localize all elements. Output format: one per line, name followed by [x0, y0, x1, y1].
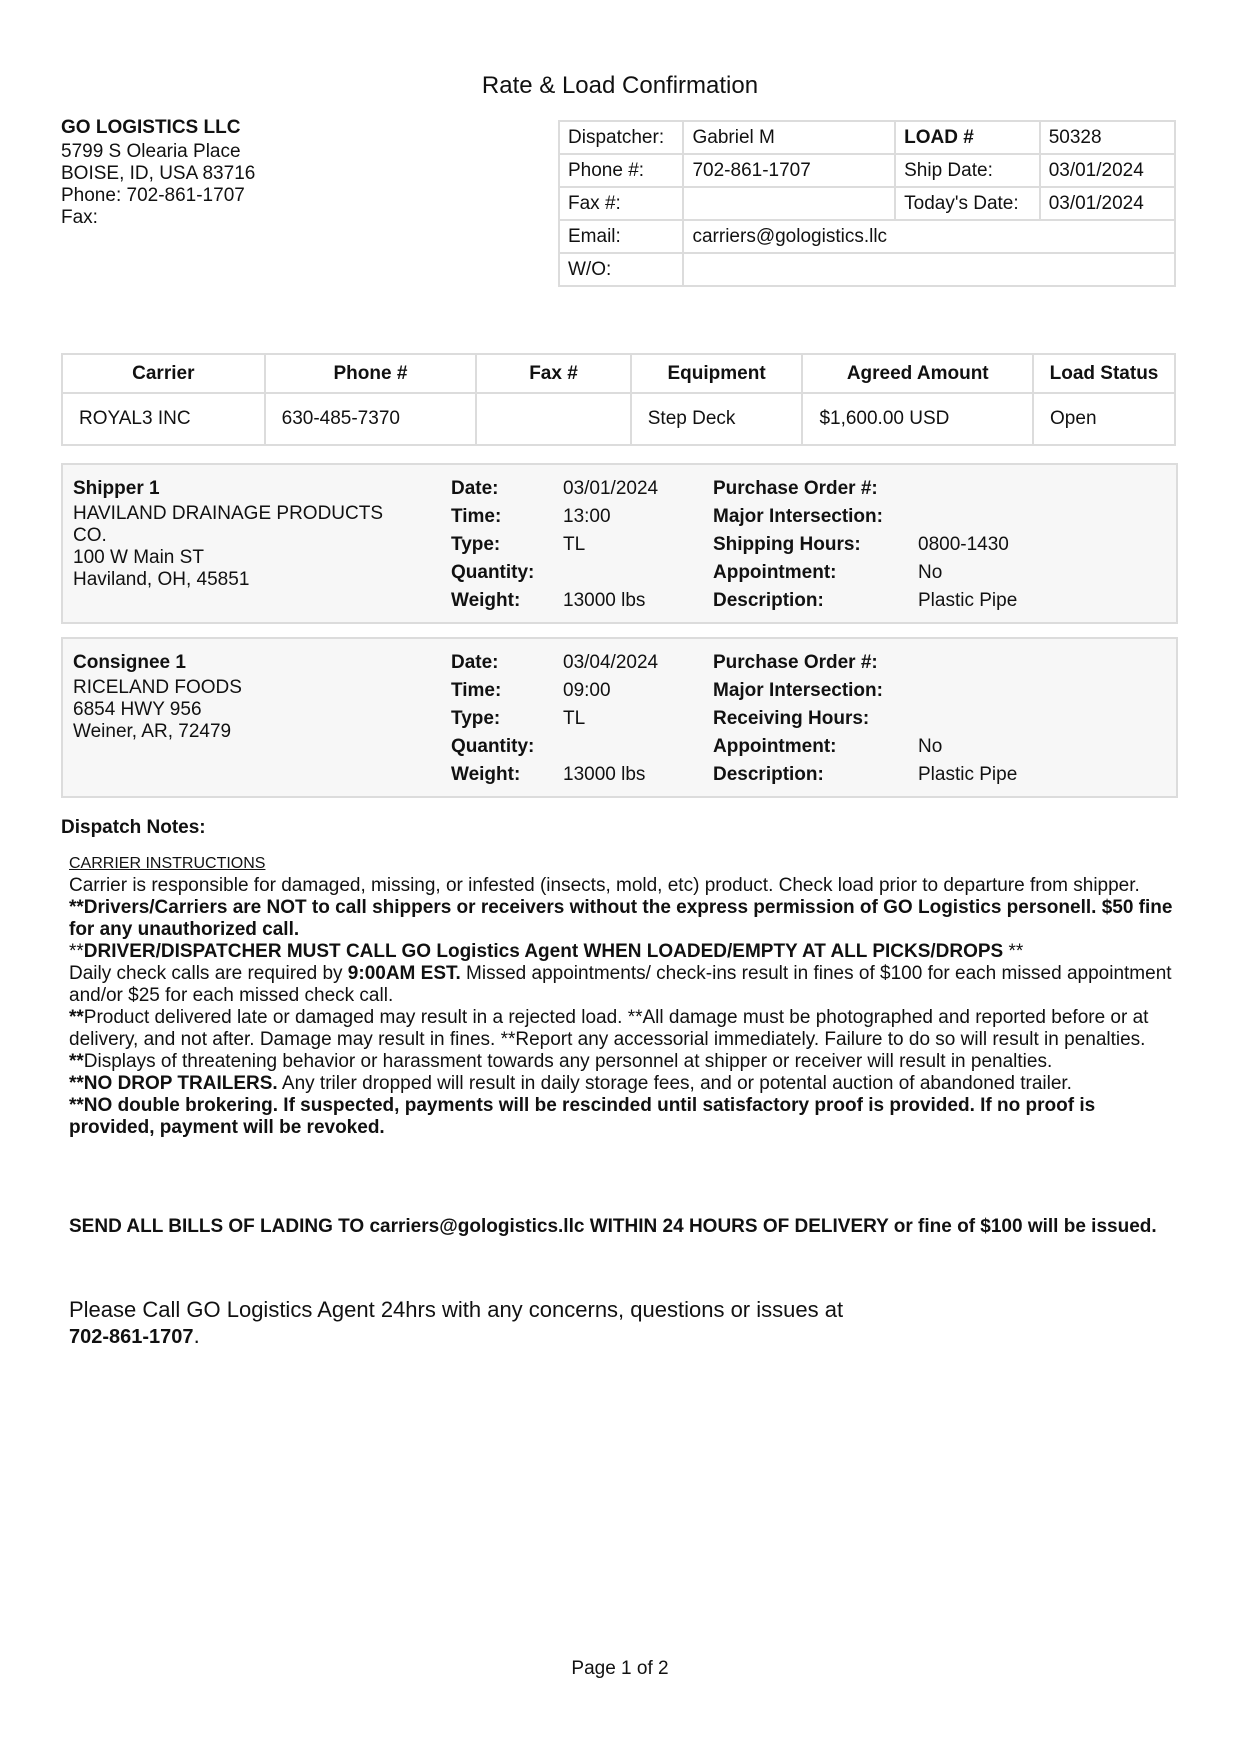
shipper-po — [918, 475, 1017, 503]
consignee-title: Consignee 1 — [73, 652, 186, 673]
note-responsibility: Carrier is responsible for damaged, missing, or infested (insects, mold, etc) product. Check load prior to departure from shipper. — [69, 875, 1140, 896]
carrier-instructions-title: CARRIER INSTRUCTIONS — [69, 855, 266, 872]
shipper-po-label: Purchase Order #: — [713, 478, 878, 499]
company-name: GO LOGISTICS LLC — [61, 117, 241, 138]
shipper-intersection — [918, 503, 1017, 531]
shipper-date: 03/01/2024 — [563, 478, 659, 499]
dispatcher-label: Dispatcher: — [559, 121, 683, 154]
shipper-name-line2: CO. — [73, 525, 107, 546]
note-double-brokering: **NO double brokering. If suspected, payments will be rescinded until satisfactory proof is provided. If no proof is provided, payment will be revoked. — [69, 1095, 1096, 1138]
consignee-type: TL — [563, 708, 586, 729]
note-marker: ** — [69, 941, 84, 962]
consignee-values-2 — [918, 649, 1017, 789]
consignee-weight-label: Weight: — [451, 764, 521, 785]
shipper-appointment-label: Appointment: — [713, 562, 837, 583]
phone-value: 702-861-1707 — [683, 154, 895, 187]
note-marker: ** — [69, 1007, 84, 1028]
consignee-description-label: Description: — [713, 764, 824, 785]
shipper-section — [61, 463, 1178, 624]
shipper-quantity — [563, 559, 658, 587]
shipper-type: TL — [563, 534, 586, 555]
ship-date-value: 03/01/2024 — [1040, 154, 1175, 187]
consignee-city: Weiner, AR, 72479 — [73, 721, 232, 742]
consignee-date-label: Date: — [451, 652, 499, 673]
consignee-hours-label: Receiving Hours: — [713, 708, 870, 729]
shipper-name-line1: HAVILAND DRAINAGE PRODUCTS — [73, 503, 384, 524]
consignee-intersection — [918, 677, 1017, 705]
consignee-street: 6854 HWY 956 — [73, 699, 202, 720]
shipper-city: Haviland, OH, 45851 — [73, 569, 250, 590]
consignee-quantity — [563, 733, 658, 761]
shipper-weight-label: Weight: — [451, 590, 521, 611]
load-status-header: Load Status — [1033, 354, 1175, 393]
phone-label: Phone #: — [559, 154, 683, 187]
note-behavior — [69, 1051, 1174, 1073]
note-check-calls — [69, 963, 1174, 1007]
ship-date-label: Ship Date: — [895, 154, 1040, 187]
note-check-calls-start: Daily check calls are required by — [69, 963, 348, 984]
equipment-value: Step Deck — [631, 393, 803, 445]
load-number-label: LOAD # — [895, 121, 1040, 154]
shipper-hours-label: Shipping Hours: — [713, 534, 861, 555]
dispatch-notes — [69, 853, 1174, 1139]
carrier-table — [61, 353, 1176, 446]
consignee-labels — [451, 649, 534, 789]
email-label: Email: — [559, 220, 683, 253]
note-behavior-text: Displays of threatening behavior or harassment towards any personnel at shipper or receiver will result in penalties. — [83, 1051, 1053, 1072]
consignee-appointment-label: Appointment: — [713, 736, 837, 757]
note-check-calls-time: 9:00AM EST. — [347, 963, 461, 984]
note-no-drop — [69, 1073, 1174, 1095]
todays-date-value: 03/01/2024 — [1040, 187, 1175, 220]
shipper-intersection-label: Major Intersection: — [713, 506, 883, 527]
shipper-date-label: Date: — [451, 478, 499, 499]
contact-notice — [69, 1297, 1174, 1350]
agreed-amount-value: $1,600.00 USD — [802, 393, 1033, 445]
shipper-description-label: Description: — [713, 590, 824, 611]
carrier-fax-header: Fax # — [476, 354, 631, 393]
note-damage-text: Product delivered late or damaged may result in a rejected load. **All damage must be photographed and reported before or at delivery, and not after. Damage may result in fines. **Report any accessorial immediately. Failure to do so will result in penalties. — [69, 1007, 1149, 1050]
wo-label: W/O: — [559, 253, 683, 286]
page-number: Page 1 of 2 — [571, 1658, 669, 1679]
shipper-description: Plastic Pipe — [918, 590, 1018, 611]
document-title: Rate & Load Confirmation — [481, 72, 759, 99]
fax-label: Fax #: — [559, 187, 683, 220]
company-block — [61, 117, 255, 229]
dispatch-notes-heading: Dispatch Notes: — [61, 817, 206, 838]
consignee-section — [61, 637, 1178, 798]
shipper-labels-2 — [713, 475, 883, 615]
shipper-values — [563, 475, 658, 615]
consignee-quantity-label: Quantity: — [451, 736, 535, 757]
shipper-time: 13:00 — [563, 506, 611, 527]
contact-text: Please Call GO Logistics Agent 24hrs with any concerns, questions or issues at — [69, 1297, 844, 1322]
shipper-hours: 0800-1430 — [918, 534, 1009, 555]
note-marker: ** — [1003, 941, 1024, 962]
shipper-time-label: Time: — [451, 506, 502, 527]
consignee-labels-2 — [713, 649, 883, 789]
consignee-description: Plastic Pipe — [918, 764, 1018, 785]
consignee-po-label: Purchase Order #: — [713, 652, 878, 673]
consignee-time: 09:00 — [563, 680, 611, 701]
agreed-amount-header: Agreed Amount — [802, 354, 1033, 393]
todays-date-label: Today's Date: — [895, 187, 1040, 220]
dispatch-info-table — [558, 120, 1176, 287]
contact-period: . — [193, 1323, 200, 1348]
consignee-weight: 13000 lbs — [563, 764, 646, 785]
note-no-calls: **Drivers/Carriers are NOT to call shippers or receivers without the express permission of GO Logistics personell. $50 fine for any unauthorized call. — [69, 897, 1173, 940]
carrier-phone-header: Phone # — [265, 354, 477, 393]
note-no-drop-title: **NO DROP TRAILERS. — [69, 1073, 278, 1094]
note-damage — [69, 1007, 1174, 1051]
consignee-po — [918, 649, 1017, 677]
shipper-party — [73, 475, 423, 591]
company-address-line1: 5799 S Olearia Place — [61, 141, 241, 162]
shipper-street: 100 W Main ST — [73, 547, 204, 568]
note-must-call-text: DRIVER/DISPATCHER MUST CALL GO Logistics Agent WHEN LOADED/EMPTY AT ALL PICKS/DROPS — [83, 941, 1004, 962]
carrier-fax — [476, 393, 631, 445]
note-marker: ** — [69, 1051, 84, 1072]
shipper-values-2 — [918, 475, 1017, 615]
consignee-values — [563, 649, 658, 789]
consignee-intersection-label: Major Intersection: — [713, 680, 883, 701]
wo-value — [683, 253, 1175, 286]
shipper-weight: 13000 lbs — [563, 590, 646, 611]
carrier-phone: 630-485-7370 — [265, 393, 477, 445]
shipper-appointment: No — [918, 562, 943, 583]
consignee-time-label: Time: — [451, 680, 502, 701]
shipper-type-label: Type: — [451, 534, 501, 555]
carrier-name: ROYAL3 INC — [62, 393, 265, 445]
contact-phone[interactable]: 702-861-1707 — [69, 1326, 194, 1348]
shipper-title: Shipper 1 — [73, 478, 160, 499]
fax-value — [683, 187, 895, 220]
shipper-quantity-label: Quantity: — [451, 562, 535, 583]
carrier-header: Carrier — [62, 354, 265, 393]
equipment-header: Equipment — [631, 354, 803, 393]
note-no-drop-text: Any triler dropped will result in daily storage fees, and or potental auction of abandoned trailer. — [277, 1073, 1072, 1094]
load-status-value: Open — [1033, 393, 1175, 445]
consignee-party — [73, 649, 423, 743]
company-fax: Fax: — [61, 207, 98, 228]
send-bills-notice: SEND ALL BILLS OF LADING TO carriers@gologistics.llc WITHIN 24 HOURS OF DELIVERY or fine of $100 will be issued. — [69, 1216, 1157, 1237]
table-row — [62, 393, 1175, 445]
company-address-line2: BOISE, ID, USA 83716 — [61, 163, 256, 184]
company-phone: Phone: 702-861-1707 — [61, 185, 245, 206]
consignee-name: RICELAND FOODS — [73, 677, 242, 698]
load-number-value: 50328 — [1040, 121, 1175, 154]
email-value[interactable]: carriers@gologistics.llc — [683, 220, 1175, 253]
note-check-calls-end: Missed appointments/ check-ins result in fines of $100 for each missed appointment and/or $25 for each missed check call. — [69, 963, 1172, 1006]
consignee-type-label: Type: — [451, 708, 501, 729]
note-must-call — [69, 941, 1174, 963]
shipper-labels — [451, 475, 534, 615]
consignee-appointment: No — [918, 736, 943, 757]
consignee-hours — [918, 705, 1017, 733]
consignee-date: 03/04/2024 — [563, 652, 659, 673]
dispatcher-value: Gabriel M — [683, 121, 895, 154]
